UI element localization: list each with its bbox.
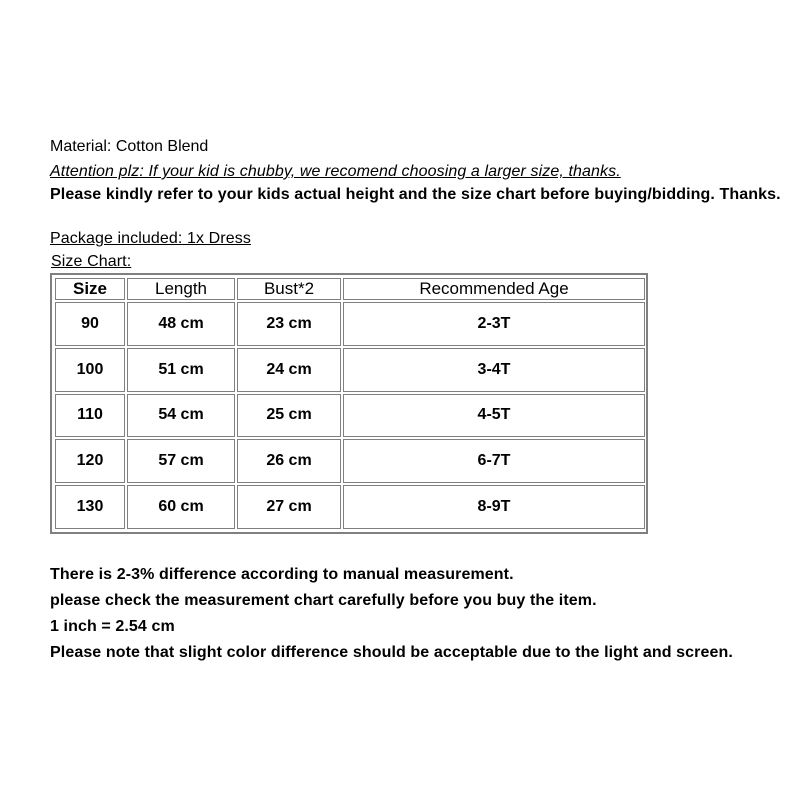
cell-age: 2-3T [343, 302, 645, 346]
table-row [55, 302, 645, 346]
color-difference-note: Please note that slight color difference should be acceptable due to the light and screen. [50, 644, 733, 661]
cell-bust: 27 cm [237, 485, 341, 529]
cell-bust: 26 cm [237, 439, 341, 483]
header-bust: Bust*2 [237, 278, 341, 300]
package-included: Package included: 1x Dress [50, 230, 251, 247]
material-label: Material: [50, 138, 112, 155]
cell-length: 60 cm [127, 485, 235, 529]
cell-length: 48 cm [127, 302, 235, 346]
header-length: Length [127, 278, 235, 300]
cell-bust: 25 cm [237, 394, 341, 438]
cell-age: 3-4T [343, 348, 645, 392]
check-chart-note: please check the measurement chart carefully before you buy the item. [50, 592, 597, 609]
table-row [55, 439, 645, 483]
cell-size: 110 [55, 394, 125, 438]
measurement-difference-note: There is 2-3% difference according to manual measurement. [50, 566, 514, 583]
cell-size: 130 [55, 485, 125, 529]
cell-age: 6-7T [343, 439, 645, 483]
cell-bust: 23 cm [237, 302, 341, 346]
refer-note: Please kindly refer to your kids actual height and the size chart before buying/bidding. Thanks. [50, 186, 781, 203]
table-row [55, 485, 645, 529]
cell-age: 8-9T [343, 485, 645, 529]
cell-size: 120 [55, 439, 125, 483]
cell-size: 100 [55, 348, 125, 392]
header-recommended-age: Recommended Age [343, 278, 645, 300]
table-header-row [55, 278, 645, 300]
cell-length: 57 cm [127, 439, 235, 483]
table-row [55, 394, 645, 438]
attention-note: Attention plz: If your kid is chubby, we recomend choosing a larger size, thanks. [50, 163, 621, 180]
cell-size: 90 [55, 302, 125, 346]
cell-length: 54 cm [127, 394, 235, 438]
cell-age: 4-5T [343, 394, 645, 438]
inch-conversion-note: 1 inch = 2.54 cm [50, 618, 175, 635]
cell-length: 51 cm [127, 348, 235, 392]
size-chart-table [53, 276, 647, 531]
material-line [50, 137, 208, 157]
header-size: Size [55, 278, 125, 300]
size-chart-title: Size Chart: [51, 253, 132, 270]
material-value: Cotton Blend [115, 138, 209, 155]
table-row [55, 348, 645, 392]
size-chart-table-frame [50, 273, 648, 534]
cell-bust: 24 cm [237, 348, 341, 392]
